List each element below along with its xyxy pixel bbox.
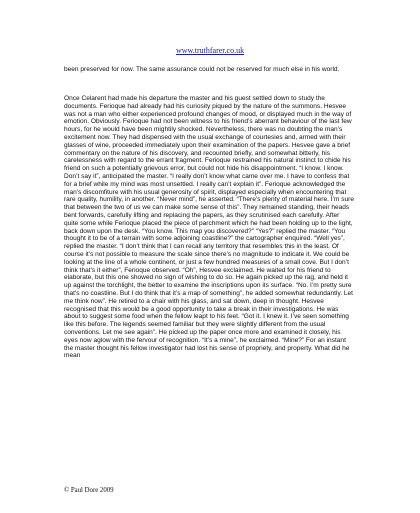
- copyright-notice: © Paul Dore 2009: [64, 487, 114, 494]
- paragraph-continuation: been preserved for now. The same assurance could not be reserved for much else in his world.: [64, 66, 340, 73]
- paragraph-main: Once Celarent had made his departure the master and his guest settled down to study the documents. Ferioque had already had his curiosity piqued by the nature of the summons. Hesvee was not a man who either experienced profound changes of mood, or displayed much in the way of emotion. Obviously. Ferioque had not been witness to his friend’s aberrant behaviour of the last few hours, for he would have been mightily shocked. Nevertheless, there was no doubting the man’s excitement now. They had dispensed with the usual exchange of courtesies and, armed with their glasses of wine, proceeded immediately upon their examination of the papers. Hesvee gave a brief commentary on the nature of his discovery, and recounted briefly, and somewhat bitterly, his carelessness with regard to the errant fragment. Ferioque restrained his natural instinct to chide his friend on such a potentially grievous error, but could not hide his disappointment. “I know. I know. Don’t say it”, anticipated the master. “I really don’t know what came over me. I have to confess that for a brief while my mind was most unsettled. I really can’t explain it”. Ferioque acknowledged the man’s discomfiture with his usual generosity of spirit, displayed especially when encountering that rare quality, humility, in another. “Never mind”, he asserted. “There’s plenty of material here. I’m sure that between the two of us we can make some sense of this”. They remained standing, their heads bent forwards, carefully lifting and replacing the papers, as they scrutinised each carefully. After quite some while Ferioque placed the piece of parchment which he had been holding up to the light, back down upon the desk. “You know. This map you discovered?” “Yes?” replied the master. “You thought it to be of a terrain with some adjoining coastline?” the cartographer enquired. “Well yes”, replied the master. “I don’t think that I can recall any territory that resembles this in the least. Of course it’s not possible to measure the scale since there’s no magnitude to indicate it. We could be looking at the line of a whole continent, or just a few hundred measures of a small cove. But I don’t think that’s it either”, Ferioque observed. “Oh”, Hesvee exclaimed. He waited for his friend to elaborate, but this one showed no sign of wishing to do so. He again picked up the rag, and held it up against the torchlight, the better to examine the inscriptions upon its surface. “No. I’m pretty sure that’s no coastline. But I do think that it’s a map of something”, he added somewhat redundantly. Let me think now”. He retired to a chair with his glass, and sat down, deep in thought. Hesvee recognised that this would be a good opportunity to take a break in their investigations. He was about to suggest some food when the fellow leapt to his feet. “Got it. I knew it. I’ve seen something like this before. The legends seemed familiar but they were slightly different from the usual conventions. Let me see again”. He picked up the paper once more and examined it closely, his eyes now aglow with the fervour of recognition. “It’s a mine”, he exclaimed. “Mine?” For an instant the master thought his fellow investigator had lost his sense of propriety, and property. What did he mean: [64, 95, 355, 360]
- website-link[interactable]: www.truthfarer.co.uk: [175, 46, 245, 55]
